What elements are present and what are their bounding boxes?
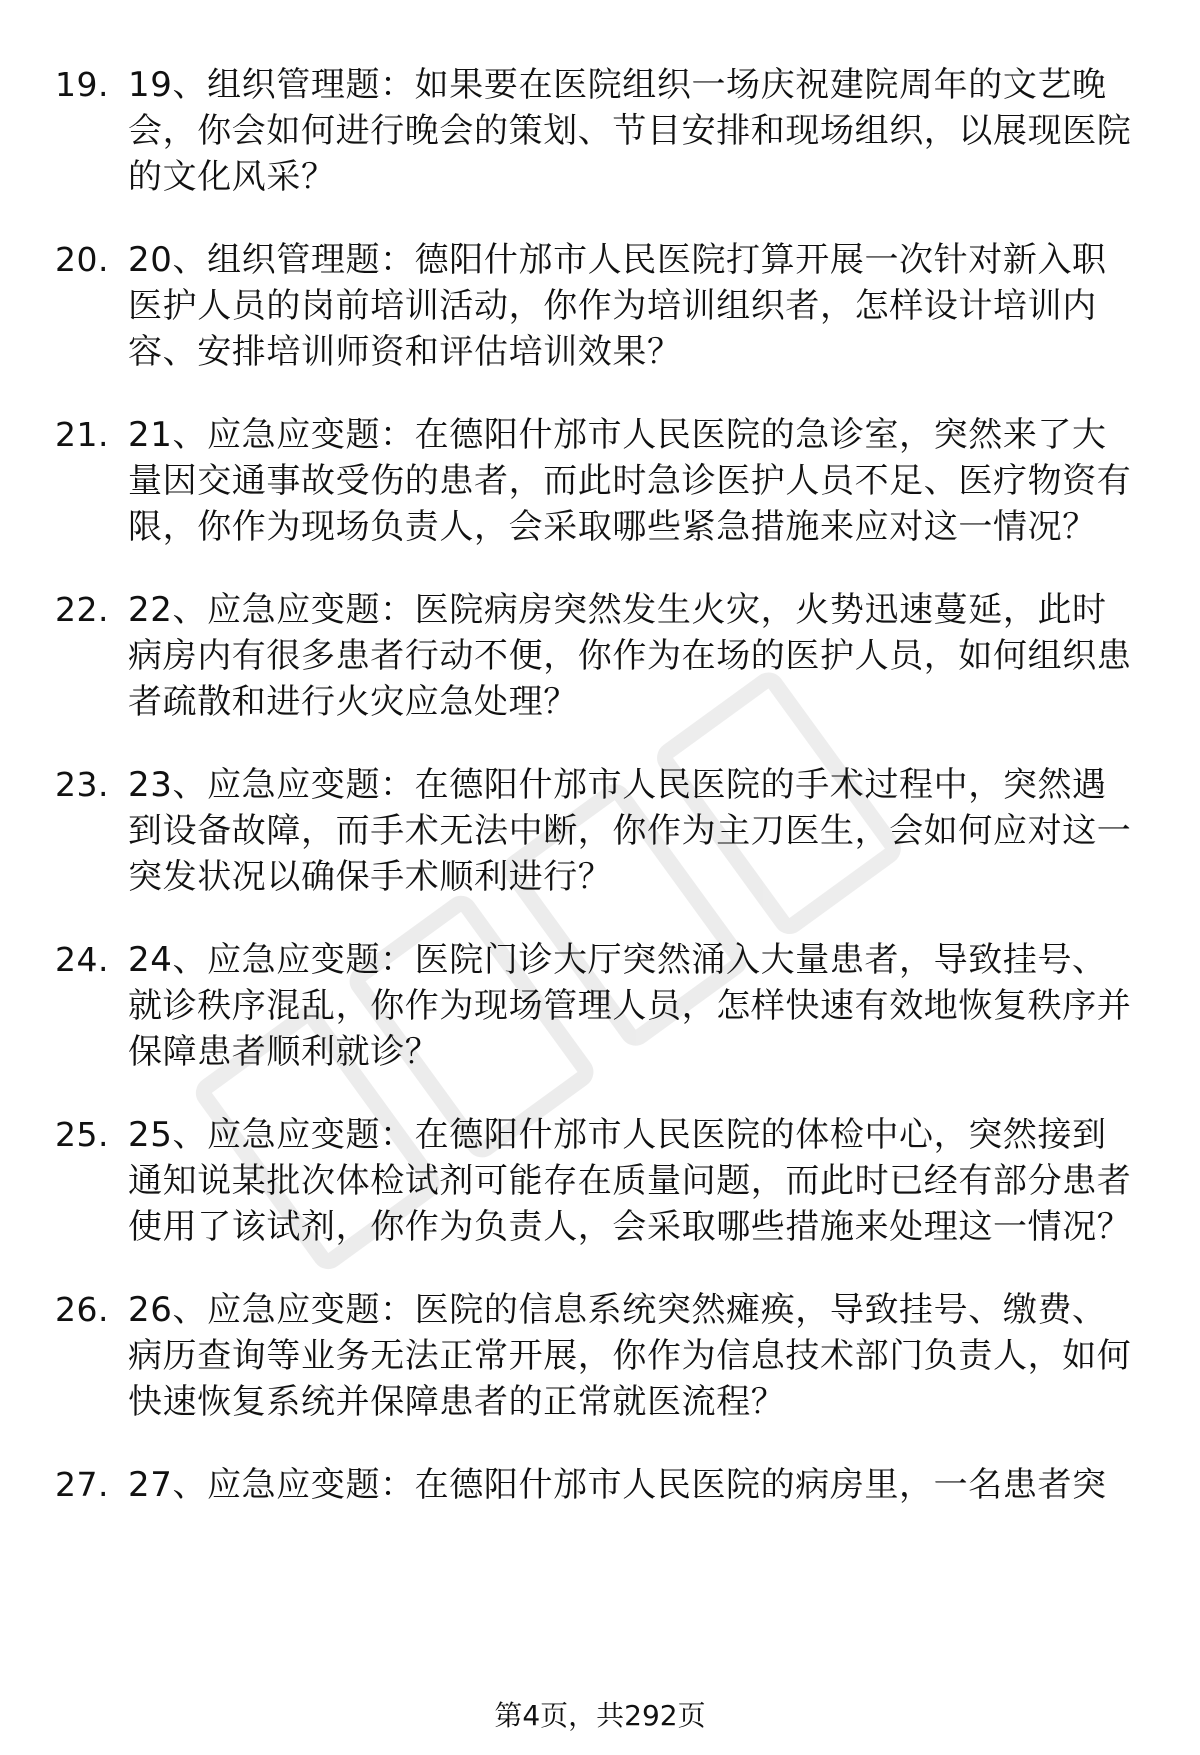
question-item-26 <box>0 1287 1200 1425</box>
question-text: 19、组织管理题：如果要在医院组织一场庆祝建院周年的文艺晚会，你会如何进行晚会的策划、节目安排和现场组织，以展现医院的文化风采？ <box>128 65 1132 197</box>
question-number: 21. <box>55 415 109 454</box>
question-text: 23、应急应变题：在德阳什邡市人民医院的手术过程中，突然遇到设备故障，而手术无法中断，你作为主刀医生，会如何应对这一突发状况以确保手术顺利进行？ <box>128 765 1132 897</box>
question-number: 20. <box>55 240 109 279</box>
question-text: 24、应急应变题：医院门诊大厅突然涌入大量患者，导致挂号、就诊秩序混乱，你作为现场管理人员，怎样快速有效地恢复秩序并保障患者顺利就诊？ <box>128 940 1132 1072</box>
question-item-20 <box>0 237 1200 375</box>
question-item-24 <box>0 937 1200 1075</box>
question-number: 19. <box>55 65 109 104</box>
question-item-22 <box>0 587 1200 725</box>
question-number: 27. <box>55 1465 109 1504</box>
question-item-25 <box>0 1112 1200 1250</box>
question-text: 26、应急应变题：医院的信息系统突然瘫痪，导致挂号、缴费、病历查询等业务无法正常开展，你作为信息技术部门负责人，如何快速恢复系统并保障患者的正常就医流程？ <box>128 1290 1132 1422</box>
question-text: 20、组织管理题：德阳什邡市人民医院打算开展一次针对新入职医护人员的岗前培训活动，你作为培训组织者，怎样设计培训内容、安排培训师资和评估培训效果？ <box>128 240 1107 372</box>
question-item-19 <box>0 62 1200 200</box>
question-item-21 <box>0 412 1200 550</box>
question-number: 22. <box>55 590 109 629</box>
page-footer: 第4页，共292页 <box>494 1699 706 1732</box>
question-number: 26. <box>55 1290 109 1329</box>
question-item-23 <box>0 762 1200 900</box>
question-number: 24. <box>55 940 109 979</box>
question-number: 23. <box>55 765 109 804</box>
question-number: 25. <box>55 1115 109 1154</box>
question-text: 27、应急应变题：在德阳什邡市人民医院的病房里，一名患者突 <box>128 1465 1107 1505</box>
question-text: 25、应急应变题：在德阳什邡市人民医院的体检中心，突然接到通知说某批次体检试剂可能存在质量问题，而此时已经有部分患者使用了该试剂，你作为负责人，会采取哪些措施来处理这一情况？ <box>128 1115 1132 1247</box>
question-text: 22、应急应变题：医院病房突然发生火灾，火势迅速蔓延，此时病房内有很多患者行动不便，你作为在场的医护人员，如何组织患者疏散和进行火灾应急处理？ <box>128 590 1132 722</box>
question-item-27 <box>0 1462 1200 1508</box>
question-list <box>0 62 1200 1545</box>
question-text: 21、应急应变题：在德阳什邡市人民医院的急诊室，突然来了大量因交通事故受伤的患者，而此时急诊医护人员不足、医疗物资有限，你作为现场负责人，会采取哪些紧急措施来应对这一情况？ <box>128 415 1132 547</box>
